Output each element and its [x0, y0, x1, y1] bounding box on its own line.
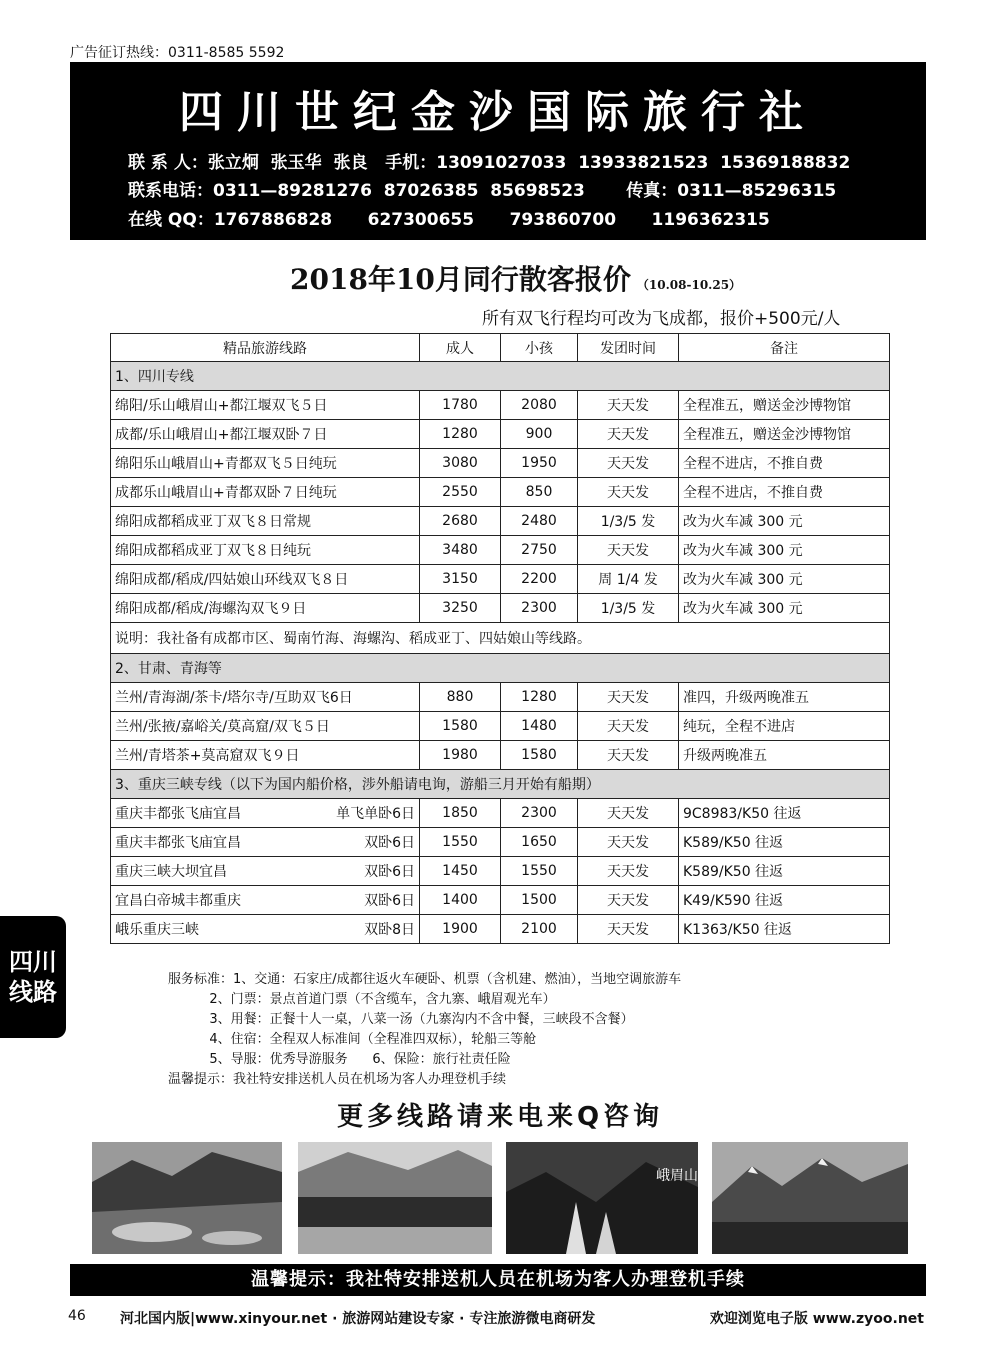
table-row: [111, 741, 890, 770]
table-row: [111, 449, 890, 478]
remarks-cell: 改为火车减 300 元: [679, 594, 890, 623]
service-line: 4、住宿：全程双人标准间（全程准四双标），轮船三等舱: [168, 1032, 537, 1047]
table-header-row: [111, 334, 890, 362]
child-price: 1650: [501, 828, 578, 857]
child-price: 1480: [501, 712, 578, 741]
adult-price: 2550: [420, 478, 501, 507]
adult-price: 1780: [420, 391, 501, 420]
route-cell: 绵阳成都/稻成/海螺沟双飞９日: [111, 594, 420, 623]
remarks-cell: K49/K590 往返: [679, 886, 890, 915]
title-text: 2018年10月同行散客报价: [290, 263, 631, 296]
route-cell: 绵阳成都/稻成/四姑娘山环线双飞８日: [111, 565, 420, 594]
departure-cell: 天天发: [578, 741, 679, 770]
note-row: [111, 623, 890, 654]
route-cell: [111, 828, 420, 857]
departure-cell: 天天发: [578, 857, 679, 886]
remarks-cell: 改为火车减 300 元: [679, 565, 890, 594]
departure-cell: 1/3/5 发: [578, 594, 679, 623]
transport-mode: 双卧6日: [364, 835, 415, 851]
route-name: 峨乐重庆三峡: [115, 922, 199, 938]
child-price: 850: [501, 478, 578, 507]
transport-mode: 双卧6日: [364, 864, 415, 880]
route-name: 重庆丰都张飞庙宜昌: [115, 806, 241, 822]
section-title: 1、四川专线: [111, 362, 890, 391]
child-price: 1580: [501, 741, 578, 770]
remarks-cell: 升级两晚准五: [679, 741, 890, 770]
route-cell: 兰州/张掖/嘉峪关/莫高窟/双飞５日: [111, 712, 420, 741]
contacts-line: 联 系 人：张立炯 张玉华 张良 手机：13091027033 13933821523 15369188832: [128, 153, 851, 173]
remarks-cell: 改为火车减 300 元: [679, 536, 890, 565]
remarks-cell: 全程准五，赠送金沙博物馆: [679, 391, 890, 420]
departure-cell: 天天发: [578, 391, 679, 420]
footer-left-text: 河北国内版|www.xinyour.net · 旅游网站建设专家 · 专注旅游微电商研发: [120, 1311, 596, 1327]
departure-cell: 天天发: [578, 420, 679, 449]
adult-price: 1400: [420, 886, 501, 915]
table-row: [111, 683, 890, 712]
phones-line: 联系电话：0311—89281276 87026385 85698523 传真：0311—85296315: [128, 181, 837, 201]
service-line: 3、用餐：正餐十人一桌，八菜一汤（九寨沟内不含中餐，三峡段不含餐）: [168, 1012, 634, 1027]
route-cell: [111, 799, 420, 828]
adult-price: 1900: [420, 915, 501, 944]
route-name: 宜昌白帝城丰都重庆: [115, 893, 241, 909]
departure-cell: 天天发: [578, 712, 679, 741]
adult-price: 1550: [420, 828, 501, 857]
route-cell: [111, 857, 420, 886]
price-table: [110, 333, 890, 944]
photo-lake-valley: [92, 1142, 282, 1254]
footer-reminder-band: 温馨提示：我社特安排送机人员在机场为客人办理登机手续: [70, 1264, 926, 1296]
side-tab-line: 四川: [9, 948, 57, 976]
service-line: 温馨提示：我社特安排送机人员在机场为客人办理登机手续: [168, 1072, 507, 1087]
table-row: [111, 915, 890, 944]
title-date: （10.08-10.25）: [636, 278, 742, 292]
adult-price: 880: [420, 683, 501, 712]
child-price: 2100: [501, 915, 578, 944]
route-cell: 绵阳成都稻成亚丁双飞８日纯玩: [111, 536, 420, 565]
table-row: [111, 507, 890, 536]
adult-price: 1850: [420, 799, 501, 828]
agency-name: 四川世纪金沙国际旅行社: [179, 87, 817, 138]
section-row: [111, 770, 890, 799]
photo-emei-mountain: [506, 1142, 698, 1254]
photo-snow-mountain: [712, 1142, 908, 1254]
child-price: 2080: [501, 391, 578, 420]
child-price: 1280: [501, 683, 578, 712]
price-title: [290, 258, 741, 298]
remarks-cell: 全程准五，赠送金沙博物馆: [679, 420, 890, 449]
child-price: 900: [501, 420, 578, 449]
footer-right-text: 欢迎浏览电子版 www.zyoo.net: [709, 1311, 924, 1327]
departure-cell: 天天发: [578, 536, 679, 565]
route-cell: 绵阳乐山峨眉山+青都双飞５日纯玩: [111, 449, 420, 478]
departure-cell: 天天发: [578, 449, 679, 478]
col-header-route: 精品旅游线路: [111, 334, 420, 362]
table-row: [111, 391, 890, 420]
transport-mode: 双卧6日: [364, 893, 415, 909]
more-routes-banner: 更多线路请来电来Q咨询: [336, 1102, 664, 1132]
departure-cell: 天天发: [578, 915, 679, 944]
departure-cell: 天天发: [578, 683, 679, 712]
remarks-cell: 9C8983/K50 往返: [679, 799, 890, 828]
route-cell: 兰州/青塔茶+莫高窟双飞９日: [111, 741, 420, 770]
route-cell: 成都乐山峨眉山+青都双卧７日纯玩: [111, 478, 420, 507]
table-row: [111, 712, 890, 741]
child-price: 1550: [501, 857, 578, 886]
departure-cell: 天天发: [578, 478, 679, 507]
service-standards: [168, 970, 681, 1090]
table-row: [111, 420, 890, 449]
table-row: [111, 594, 890, 623]
ad-hotline: 广告征订热线：0311-8585 5592: [70, 45, 285, 61]
remarks-cell: 全程不进店，不推自费: [679, 478, 890, 507]
adult-price: 1580: [420, 712, 501, 741]
table-row: [111, 857, 890, 886]
route-cell: [111, 886, 420, 915]
departure-cell: 天天发: [578, 886, 679, 915]
departure-cell: 天天发: [578, 828, 679, 857]
child-price: 1950: [501, 449, 578, 478]
route-cell: 绵阳/乐山峨眉山+都江堰双飞５日: [111, 391, 420, 420]
col-header-child: 小孩: [501, 334, 578, 362]
route-name: 重庆三峡大坝宜昌: [115, 864, 227, 880]
section-row: [111, 362, 890, 391]
service-line: 5、导服：优秀导游服务 6、保险：旅行社责任险: [168, 1052, 511, 1067]
photo-forest-lake: [298, 1142, 492, 1254]
child-price: 2750: [501, 536, 578, 565]
col-header-remarks: 备注: [679, 334, 890, 362]
page-number: 46: [68, 1308, 86, 1324]
route-cell: 兰州/青海湖/茶卡/塔尔寺/互助双飞6日: [111, 683, 420, 712]
table-row: [111, 799, 890, 828]
adult-price: 1280: [420, 420, 501, 449]
transport-mode: 双卧8日: [364, 922, 415, 938]
photo-caption: 峨眉山: [656, 1168, 698, 1184]
table-row: [111, 886, 890, 915]
section-title: 3、重庆三峡专线（以下为国内船价格，涉外船请电询，游船三月开始有船期）: [111, 770, 890, 799]
col-header-departure: 发团时间: [578, 334, 679, 362]
price-subtitle: 所有双飞行程均可改为飞成都，报价+500元/人: [482, 309, 841, 329]
departure-cell: 周 1/4 发: [578, 565, 679, 594]
remarks-cell: K1363/K50 往返: [679, 915, 890, 944]
col-header-adult: 成人: [420, 334, 501, 362]
adult-price: 2680: [420, 507, 501, 536]
adult-price: 3250: [420, 594, 501, 623]
table-row: [111, 536, 890, 565]
service-line: 服务标准：1、交通：石家庄/成都往返火车硬卧、机票（含机建、燃油），当地空调旅游车: [168, 972, 682, 987]
section-side-tab: [0, 916, 66, 1038]
remarks-cell: 全程不进店，不推自费: [679, 449, 890, 478]
child-price: 1500: [501, 886, 578, 915]
side-tab-line: 线路: [9, 978, 57, 1006]
route-name: 重庆丰都张飞庙宜昌: [115, 835, 241, 851]
table-row: [111, 565, 890, 594]
child-price: 2200: [501, 565, 578, 594]
route-cell: 绵阳成都稻成亚丁双飞８日常规: [111, 507, 420, 536]
child-price: 2480: [501, 507, 578, 536]
child-price: 2300: [501, 594, 578, 623]
departure-cell: 天天发: [578, 799, 679, 828]
agency-header: [70, 62, 926, 240]
adult-price: 1450: [420, 857, 501, 886]
remarks-cell: 准四，升级两晚准五: [679, 683, 890, 712]
adult-price: 1980: [420, 741, 501, 770]
section-title: 2、甘肃、青海等: [111, 654, 890, 683]
remarks-cell: K589/K50 往返: [679, 828, 890, 857]
service-line: 2、门票：景点首道门票（不含缆车，含九寨、峨眉观光车）: [168, 992, 556, 1007]
remarks-cell: K589/K50 往返: [679, 857, 890, 886]
section-row: [111, 654, 890, 683]
transport-mode: 单飞单卧6日: [336, 806, 415, 822]
table-row: [111, 478, 890, 507]
adult-price: 3480: [420, 536, 501, 565]
adult-price: 3150: [420, 565, 501, 594]
qq-line: 在线 QQ：1767886828 627300655 793860700 1196362315: [128, 210, 770, 230]
route-cell: 成都/乐山峨眉山+都江堰双卧７日: [111, 420, 420, 449]
departure-cell: 1/3/5 发: [578, 507, 679, 536]
section-note: 说明：我社备有成都市区、蜀南竹海、海螺沟、稻成亚丁、四姑娘山等线路。: [111, 623, 890, 654]
table-row: [111, 828, 890, 857]
remarks-cell: 纯玩，全程不进店: [679, 712, 890, 741]
route-cell: [111, 915, 420, 944]
child-price: 2300: [501, 799, 578, 828]
adult-price: 3080: [420, 449, 501, 478]
remarks-cell: 改为火车减 300 元: [679, 507, 890, 536]
